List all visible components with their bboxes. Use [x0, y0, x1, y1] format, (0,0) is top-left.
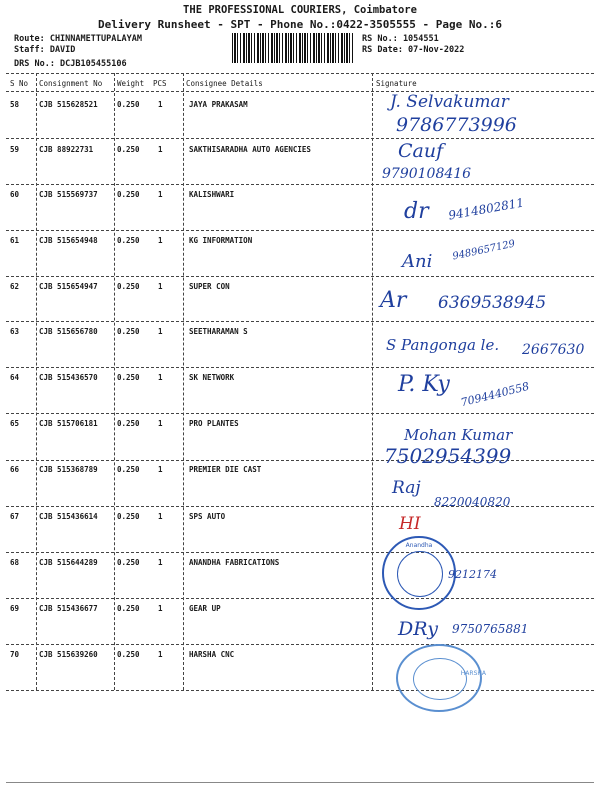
cell-sno: 69	[10, 604, 20, 613]
table-top-rule	[6, 73, 594, 74]
cell-consignment: CJB 515368789	[39, 465, 98, 474]
row-separator	[6, 367, 594, 368]
row-separator	[6, 184, 594, 185]
column-header-signature: Signature	[376, 79, 417, 88]
signature-phone: 8220040820	[434, 495, 511, 509]
cell-consignment: CJB 515639260	[39, 650, 98, 659]
drs-number: DRS No.: DCJB105455106	[14, 59, 127, 69]
row-separator	[6, 644, 594, 645]
rs-number: RS No.: 1054551	[362, 34, 439, 44]
barcode-image	[232, 33, 354, 63]
cell-sno: 59	[10, 145, 20, 154]
signature-name: Ani	[402, 251, 433, 272]
cell-sno: 67	[10, 512, 20, 521]
cell-consignee: SEETHARAMAN S	[189, 327, 248, 336]
cell-pcs: 1	[158, 100, 163, 109]
column-header-sno: S No	[10, 79, 29, 88]
signature-phone: 9212174	[448, 568, 497, 581]
row-separator	[6, 552, 594, 553]
cell-consignee: JAYA PRAKASAM	[189, 100, 248, 109]
column-header-consignee: Consignee Details	[186, 79, 263, 88]
cell-consignee: HARSHA CNC	[189, 650, 235, 659]
cell-consignee: PREMIER DIE CAST	[189, 465, 262, 474]
row-separator	[6, 276, 594, 277]
cell-sno: 68	[10, 558, 20, 567]
cell-sno: 65	[10, 419, 20, 428]
signature-name: HI	[399, 514, 421, 534]
signature-name: J. Selvakumar	[390, 92, 509, 112]
cell-consignment: CJB 515656780	[39, 327, 98, 336]
stamp-text: Anandha	[405, 542, 433, 549]
company-stamp	[396, 644, 486, 712]
cell-weight: 0.250	[117, 100, 140, 109]
cell-weight: 0.250	[117, 604, 140, 613]
cell-consignee: SUPER CON	[189, 282, 230, 291]
signature-phone: 9489657129	[451, 238, 517, 263]
cell-pcs: 1	[158, 282, 163, 291]
cell-sno: 60	[10, 190, 20, 199]
cell-pcs: 1	[158, 236, 163, 245]
row-separator	[6, 598, 594, 599]
cell-weight: 0.250	[117, 465, 140, 474]
signature-name: Ar	[380, 288, 407, 313]
table-bottom-rule	[6, 690, 594, 691]
cell-consignment: CJB 515706181	[39, 419, 98, 428]
cell-weight: 0.250	[117, 282, 140, 291]
cell-pcs: 1	[158, 512, 163, 521]
signature-phone: 6369538945	[438, 293, 547, 313]
company-stamp	[382, 536, 456, 610]
cell-consignment: CJB 515628521	[39, 100, 98, 109]
cell-consignment: CJB 515436570	[39, 373, 98, 382]
cell-weight: 0.250	[117, 419, 140, 428]
row-separator	[6, 230, 594, 231]
cell-weight: 0.250	[117, 373, 140, 382]
cell-consignment: CJB 515644289	[39, 558, 98, 567]
signature-name: DRy	[398, 618, 438, 640]
signature-name: Mohan Kumar	[404, 426, 513, 444]
cell-pcs: 1	[158, 419, 163, 428]
cell-sno: 63	[10, 327, 20, 336]
signature-name: dr	[404, 199, 429, 224]
cell-pcs: 1	[158, 465, 163, 474]
cell-weight: 0.250	[117, 558, 140, 567]
cell-consignee: SAKTHISARADHA AUTO AGENCIES	[189, 145, 311, 154]
signature-phone: 9414802811	[447, 195, 525, 223]
cell-consignment: CJB 88922731	[39, 145, 94, 154]
cell-consignee: GEAR UP	[189, 604, 221, 613]
cell-pcs: 1	[158, 145, 163, 154]
cell-pcs: 1	[158, 558, 163, 567]
signature-phone: 9790108416	[382, 166, 472, 182]
cell-weight: 0.250	[117, 236, 140, 245]
cell-weight: 0.250	[117, 650, 140, 659]
signature-phone: 7094440558	[459, 379, 531, 410]
row-separator	[6, 138, 594, 139]
cell-weight: 0.250	[117, 327, 140, 336]
signature-name: S Pangonga le.	[386, 336, 500, 354]
footer-rule	[6, 782, 594, 783]
cell-consignee: PRO PLANTES	[189, 419, 239, 428]
stamp-text: HARSHA	[460, 670, 486, 677]
row-separator	[6, 413, 594, 414]
cell-sno: 70	[10, 650, 20, 659]
cell-weight: 0.250	[117, 145, 140, 154]
signature-phone: 2667630	[522, 342, 585, 358]
cell-sno: 61	[10, 236, 20, 245]
cell-consignee: ANANDHA FABRICATIONS	[189, 558, 280, 567]
cell-pcs: 1	[158, 190, 163, 199]
route-label: Route: CHINNAMETTUPALAYAM	[14, 34, 142, 44]
cell-consignment: CJB 515436614	[39, 512, 98, 521]
rs-date: RS Date: 07-Nov-2022	[362, 45, 465, 55]
cell-pcs: 1	[158, 327, 163, 336]
cell-sno: 64	[10, 373, 20, 382]
cell-consignee: SPS AUTO	[189, 512, 226, 521]
signature-name: Raj	[392, 478, 421, 498]
column-header-consignment: Consignment No	[39, 79, 103, 88]
cell-weight: 0.250	[117, 190, 140, 199]
cell-pcs: 1	[158, 604, 163, 613]
column-header-pcs: PCS	[153, 79, 167, 88]
cell-consignee: KALISHWARI	[189, 190, 235, 199]
signature-phone: 7502954399	[384, 444, 512, 468]
cell-pcs: 1	[158, 373, 163, 382]
cell-weight: 0.250	[117, 512, 140, 521]
cell-consignment: CJB 515569737	[39, 190, 98, 199]
document-subtitle: Delivery Runsheet - SPT - Phone No.:0422-3505555 - Page No.:6	[98, 18, 502, 31]
column-header-weight: Weight	[117, 79, 145, 88]
signature-name: Cauf	[398, 140, 444, 162]
document-title: THE PROFESSIONAL COURIERS, Coimbatore	[183, 4, 417, 16]
signature-name: P. Ky	[398, 372, 450, 397]
cell-consignment: CJB 515436677	[39, 604, 98, 613]
cell-sno: 62	[10, 282, 20, 291]
signature-phone: 9750765881	[452, 622, 529, 636]
cell-consignee: SK NETWORK	[189, 373, 235, 382]
cell-consignment: CJB 515654948	[39, 236, 98, 245]
staff-label: Staff: DAVID	[14, 45, 76, 55]
signature-phone: 9786773996	[396, 114, 517, 136]
cell-consignee: KG INFORMATION	[189, 236, 253, 245]
cell-pcs: 1	[158, 650, 163, 659]
cell-consignment: CJB 515654947	[39, 282, 98, 291]
row-separator	[6, 321, 594, 322]
cell-sno: 66	[10, 465, 20, 474]
cell-sno: 58	[10, 100, 20, 109]
